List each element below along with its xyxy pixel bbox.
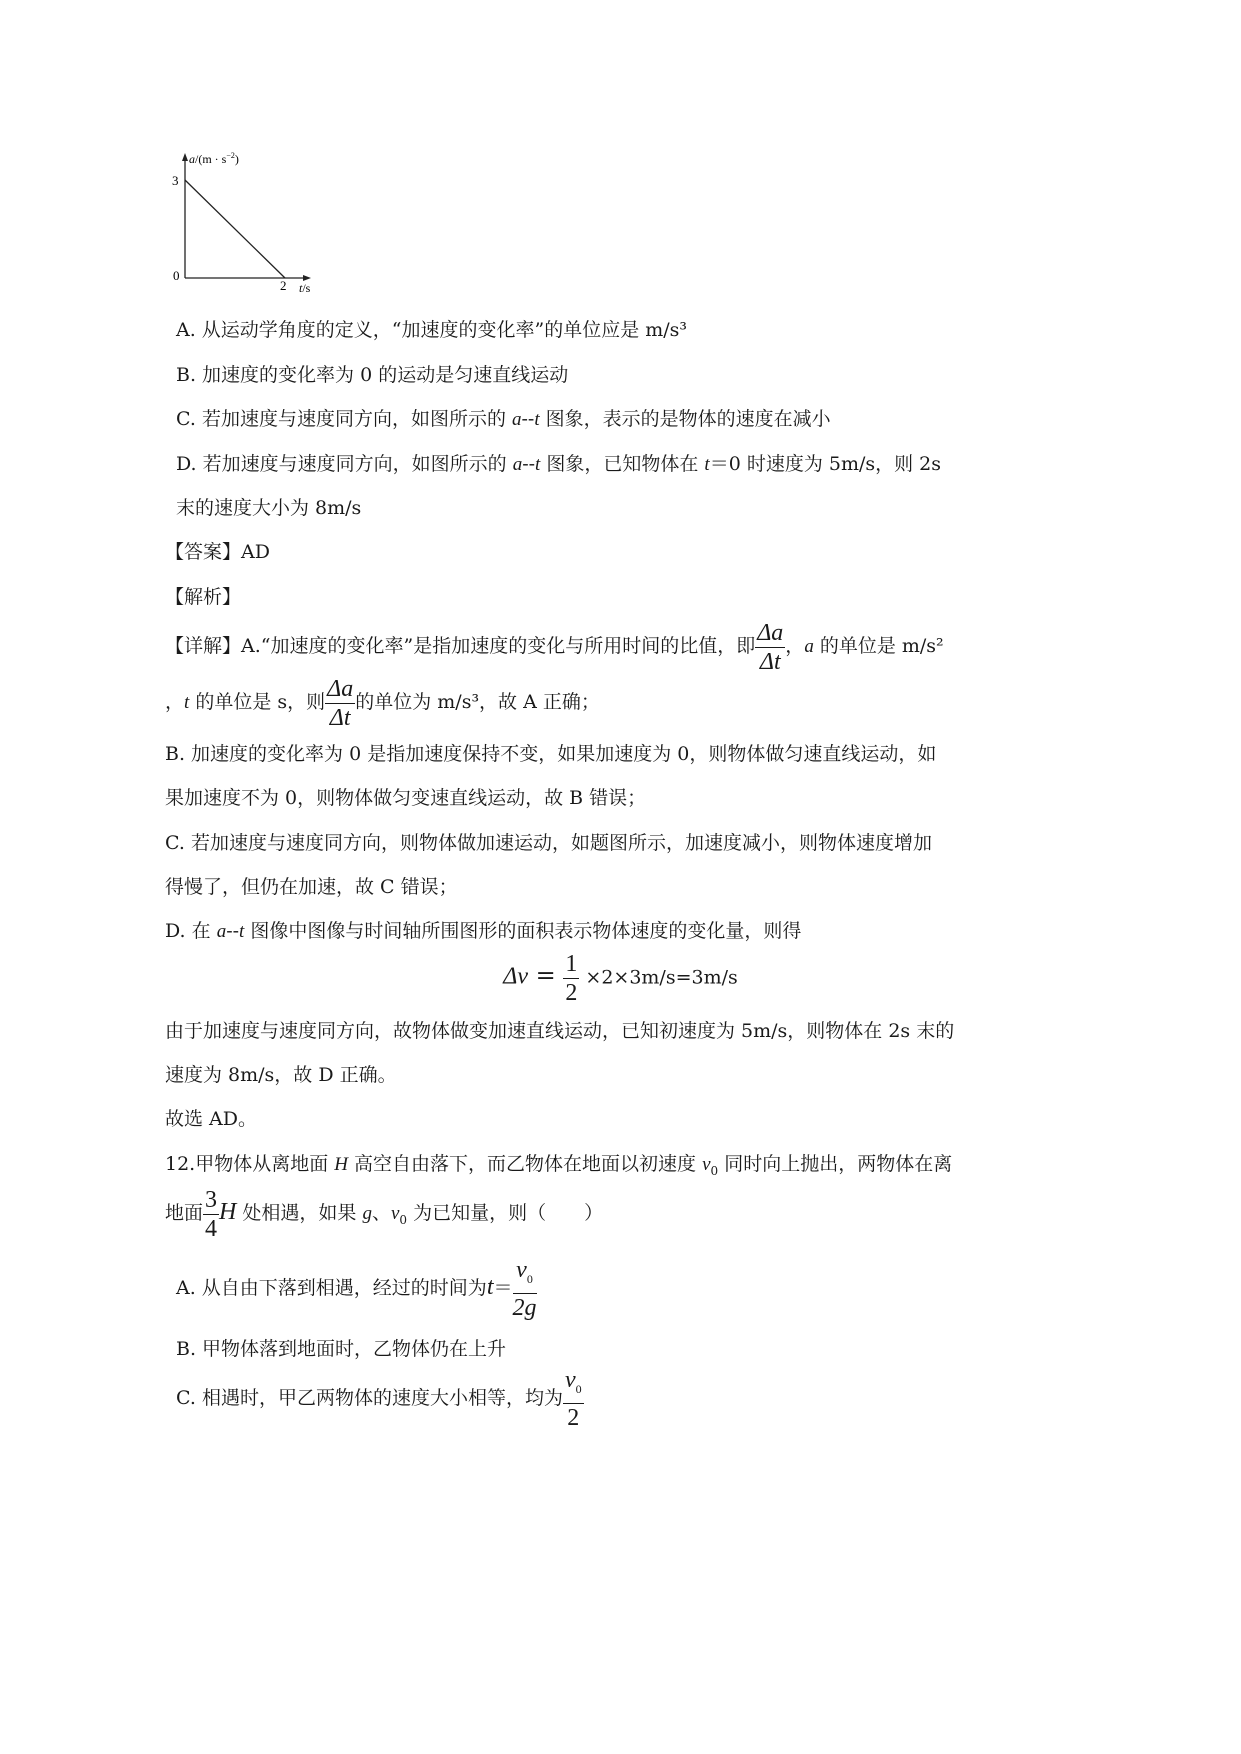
text: C. 若加速度与速度同方向，如图所示的 — [176, 408, 512, 430]
var-g: g — [362, 1203, 372, 1224]
text: 同时向上抛出，两物体在离 — [718, 1153, 953, 1175]
var-t: t — [534, 409, 540, 430]
q11-option-a: A. 从运动学角度的定义，“加速度的变化率”的单位应是 m/s³ — [176, 319, 688, 341]
text: A. 从自由下落到相遇，经过的时间为 — [176, 1276, 487, 1299]
text: ， — [165, 691, 185, 713]
var-a: a — [511, 409, 522, 430]
q12-option-c — [176, 1366, 584, 1432]
fraction-one-half: $\frac{1}{2}$ — [565, 951, 578, 1006]
var-v: v — [702, 1154, 711, 1175]
q12-stem-line-1 — [165, 1151, 952, 1184]
answer: 【答案】AD — [165, 541, 270, 563]
q11-option-b: B. 加速度的变化率为 0 的运动是匀速直线运动 — [176, 364, 569, 386]
x-tick-label: 2 — [280, 278, 287, 293]
q12-stem-line-2 — [165, 1182, 603, 1250]
var-v: v — [390, 1203, 400, 1224]
var-t: t — [239, 921, 245, 942]
y-axis-label: $a/(m \cdot s^{-2})$ — [189, 151, 239, 166]
q12-option-b: B. 甲物体落到地面时，乙物体仍在上升 — [176, 1338, 507, 1360]
y-tick-label: 3 — [172, 173, 179, 188]
formula-rhs: ×2×3m/s=3m/s — [579, 966, 738, 989]
dash: -- — [521, 408, 535, 430]
dash: -- — [522, 453, 536, 475]
a-t-graph — [168, 150, 348, 300]
x-axis-label: t/s — [299, 281, 311, 295]
text: D. 在 — [165, 920, 217, 942]
text: ＝0 时速度为 5m/s，则 2s — [709, 453, 941, 475]
detail-b-2: 果加速度不为 0，则物体做匀变速直线运动，故 B 错误； — [165, 787, 647, 809]
var-a: a — [512, 454, 523, 475]
text: 处相遇，如果 — [236, 1202, 363, 1224]
text: 图像中图像与时间轴所围图形的面积表示物体速度的变化量，则得 — [244, 920, 802, 942]
dash: -- — [226, 920, 240, 942]
analysis-heading: 【解析】 — [165, 586, 242, 608]
var-t: t — [704, 454, 710, 475]
fraction-three-quarters: $\frac{3}{4}$ — [205, 1186, 218, 1242]
q11-option-c — [176, 406, 831, 433]
text: 图象，已知物体在 — [540, 453, 705, 475]
var-H: H — [334, 1154, 348, 1175]
detail-line-1 — [165, 616, 944, 677]
detail-b-1: B. 加速度的变化率为 0 是指加速度保持不变，如果加速度为 0，则物体做匀速直线运动，如 — [165, 743, 937, 765]
var-t: t — [535, 454, 541, 475]
final-answer: 故选 AD。 — [165, 1108, 257, 1130]
subscript: 0 — [399, 1212, 408, 1227]
detail-c-2: 得慢了，但仍在加速，故 C 错误； — [165, 876, 458, 898]
var-a: a — [804, 636, 814, 657]
detail-e-1: 由于加速度与速度同方向，故物体做变加速直线运动，已知初速度为 5m/s，则物体在 2s 末的 — [165, 1020, 955, 1042]
text: 的单位为 m/s³，故 A 正确； — [355, 691, 600, 713]
detail-line-2 — [165, 672, 600, 733]
text: 高空自由落下，而乙物体在地面以初速度 — [348, 1153, 703, 1175]
fraction-v0-over-2: $\frac{v_0}{2}$ — [564, 1367, 582, 1431]
text: 的单位是 s，则 — [189, 691, 326, 713]
q12-option-a — [176, 1256, 537, 1322]
text: 【详解】A.“加速度的变化率”是指加速度的变化与所用时间的比值，即 — [165, 635, 756, 657]
text: C. 相遇时，甲乙两物体的速度大小相等，均为 — [176, 1386, 563, 1409]
text: 、 — [371, 1202, 391, 1224]
fraction-delta-a-over-delta-t: $\frac{\Delta a}{\Delta t}$ — [327, 675, 354, 731]
var-t: t — [184, 692, 190, 713]
text: 12.甲物体从离地面 — [165, 1153, 335, 1175]
origin-label: 0 — [173, 268, 180, 283]
text: 为已知量，则（ ） — [407, 1202, 604, 1224]
y-axis-arrow — [182, 153, 188, 161]
q11-option-d-cont: 末的速度大小为 8m/s — [176, 497, 362, 519]
text: D. 若加速度与速度同方向，如图所示的 — [176, 453, 513, 475]
text: 的单位是 m/s² — [813, 635, 944, 657]
detail-e-2: 速度为 8m/s，故 D 正确。 — [165, 1064, 397, 1086]
formula-lhs: Δv — [503, 963, 528, 990]
eq: ＝ — [493, 1276, 513, 1299]
formula-eq: = — [527, 961, 564, 990]
a-t-line — [185, 180, 285, 278]
detail-d-1 — [165, 918, 801, 945]
var-a: a — [216, 921, 227, 942]
var-t: t — [486, 1273, 494, 1300]
fraction-delta-a-over-delta-t: $\frac{\Delta a}{\Delta t}$ — [757, 619, 784, 675]
delta-v-formula — [0, 950, 1241, 1007]
subscript: 0 — [710, 1163, 719, 1178]
text: ， — [785, 635, 805, 657]
text: 图象，表示的是物体的速度在减小 — [539, 408, 831, 430]
var-H: H — [219, 1199, 237, 1225]
detail-c-1: C. 若加速度与速度同方向，则物体做加速运动，如题图所示，加速度减小，则物体速度增加 — [165, 832, 932, 854]
q11-option-d — [176, 451, 941, 478]
fraction-v0-over-2g: $\frac{v_0}{2g}$ — [512, 1257, 537, 1321]
text: 地面 — [165, 1202, 204, 1224]
